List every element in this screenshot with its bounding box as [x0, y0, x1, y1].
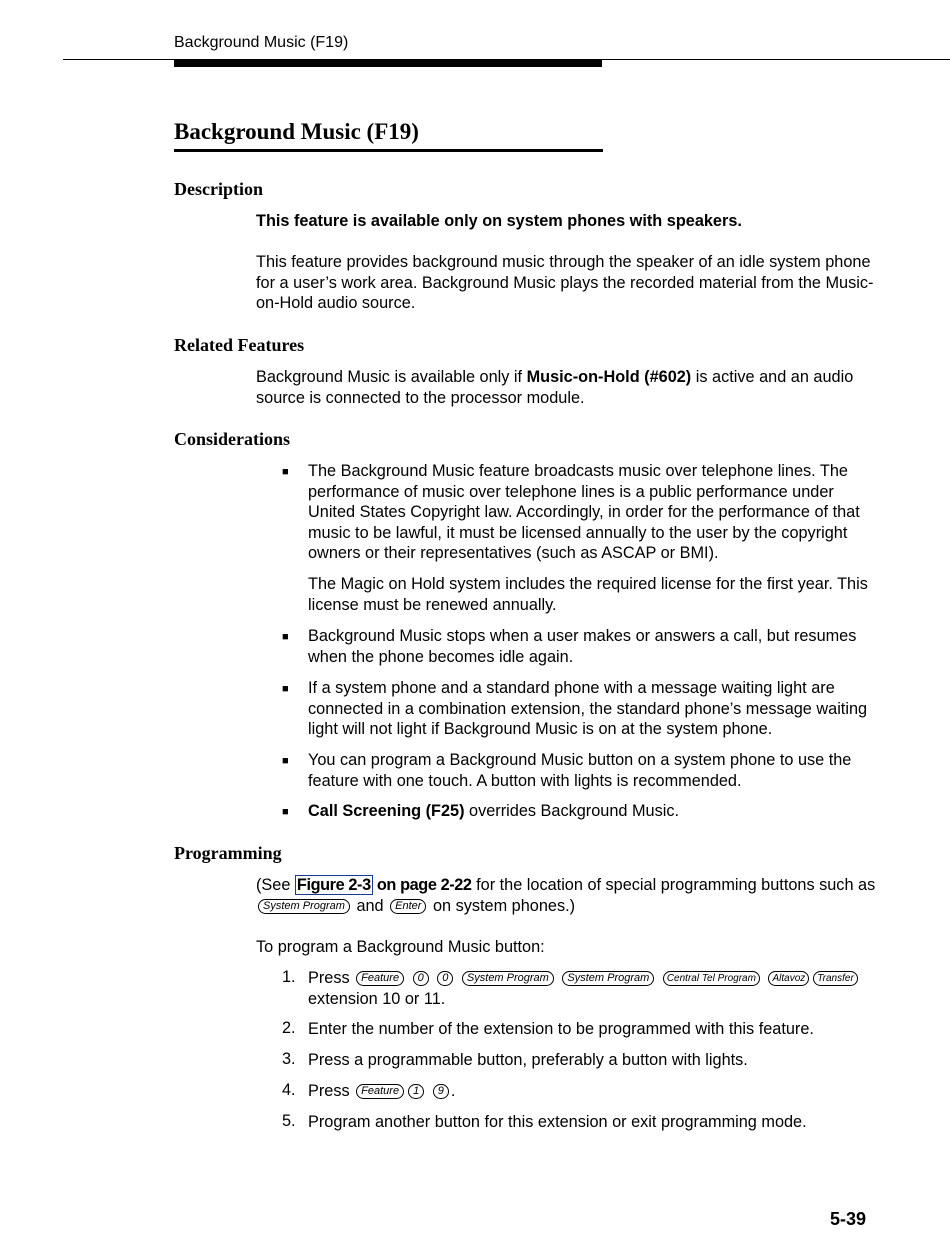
step-4-post: . [450, 1082, 456, 1100]
programming-heading: Programming [174, 843, 282, 863]
step-2: Enter the number of the extension to be programmed with this feature. [308, 1020, 814, 1038]
altavoz-key-icon: Altavoz [768, 971, 809, 986]
see-post: on system phones.) [428, 896, 576, 915]
transfer-key-icon: Transfer [813, 971, 858, 986]
bullet-icon: ■ [282, 683, 289, 695]
step-1 [308, 968, 878, 1009]
step-3: Press a programmable button, preferably a button with lights. [308, 1051, 748, 1069]
consideration-1: The Background Music feature broadcasts music over telephone lines. The performance of music over telephone lines is a public performance under United States Copyright law. Accordingly, in order for the performance of that music to be lawful, it must be licensed annually to the user by the copyright owners or their representatives (such as ASCAP or BMI). [308, 462, 860, 563]
programming-intro: To program a Background Music button: [256, 938, 545, 956]
zero-key-icon: 0 [437, 971, 453, 986]
description-body: This feature provides background music through the speaker of an idle system phone for a user’s work area. Background Music plays the recorded material from the Music-on-Hold audio source. [256, 253, 874, 313]
related-text-post: is active and an audio source is connected to the processor module. [256, 368, 854, 407]
consideration-3: If a system phone and a standard phone with a message waiting light are connected in a combination extension, the standard phone’s message waiting light will not light if Background Music is on at the system phone. [308, 679, 868, 739]
bullet-icon: ■ [282, 631, 289, 643]
step-number: 3. [282, 1050, 296, 1068]
see-pre: (See [256, 876, 295, 894]
nine-key-icon: 9 [433, 1084, 449, 1099]
figure-link[interactable]: Figure 2-3 [296, 876, 371, 894]
running-header: Background Music (F19) [174, 34, 349, 51]
consideration-5 [308, 801, 878, 822]
page-number: 5-39 [830, 1209, 867, 1229]
music-on-hold-ref: Music-on-Hold (#602) [526, 368, 692, 386]
programming-see-note [256, 875, 876, 916]
call-screening-ref: Call Screening (F25) [308, 802, 465, 820]
title-rule [174, 149, 603, 152]
step-number: 1. [282, 968, 296, 986]
feature-key-icon: Feature [356, 971, 404, 986]
step-5: Program another button for this extension or exit programming mode. [308, 1113, 807, 1131]
system-program-key-icon: System Program [562, 971, 654, 986]
enter-key-icon: Enter [390, 899, 426, 914]
step-number: 2. [282, 1019, 296, 1037]
step-4-pre: Press [308, 1082, 350, 1100]
related-text-pre: Background Music is available only if [256, 368, 527, 386]
bullet-icon: ■ [282, 806, 289, 818]
consideration-5-rest: overrides Background Music. [464, 802, 679, 820]
consideration-2: Background Music stops when a user makes or answers a call, but resumes when the phone becomes idle again. [308, 627, 857, 666]
description-heading: Description [174, 179, 263, 199]
description-note: This feature is available only on system phones with speakers. [256, 212, 742, 230]
consideration-1-extra: The Magic on Hold system includes the required license for the first year. This license must be renewed annually. [308, 575, 868, 614]
step-number: 5. [282, 1112, 296, 1130]
related-heading: Related Features [174, 335, 305, 355]
figure-link-page: on page 2-22 [372, 876, 472, 894]
step-1-pre: Press [308, 969, 350, 987]
step-4 [308, 1081, 878, 1102]
considerations-heading: Considerations [174, 429, 291, 449]
step-number: 4. [282, 1081, 296, 1099]
related-body [256, 367, 876, 408]
feature-key-icon: Feature [356, 1084, 404, 1099]
see-and: and [351, 896, 389, 915]
consideration-4: You can program a Background Music button on a system phone to use the feature with one touch. A button with lights is recommended. [308, 751, 852, 790]
page-title: Background Music (F19) [174, 119, 419, 144]
see-mid: for the location of special programming buttons such as [471, 876, 876, 894]
header-bar [174, 60, 602, 67]
bullet-icon: ■ [282, 755, 289, 767]
system-program-key-icon: System Program [258, 899, 350, 914]
one-key-icon: 1 [408, 1084, 424, 1099]
step-1-post: extension 10 or 11. [308, 989, 446, 1008]
system-program-key-icon: System Program [462, 971, 554, 986]
central-tel-program-key-icon: Central Tel Program [663, 971, 760, 986]
zero-key-icon: 0 [413, 971, 429, 986]
bullet-icon: ■ [282, 466, 289, 478]
